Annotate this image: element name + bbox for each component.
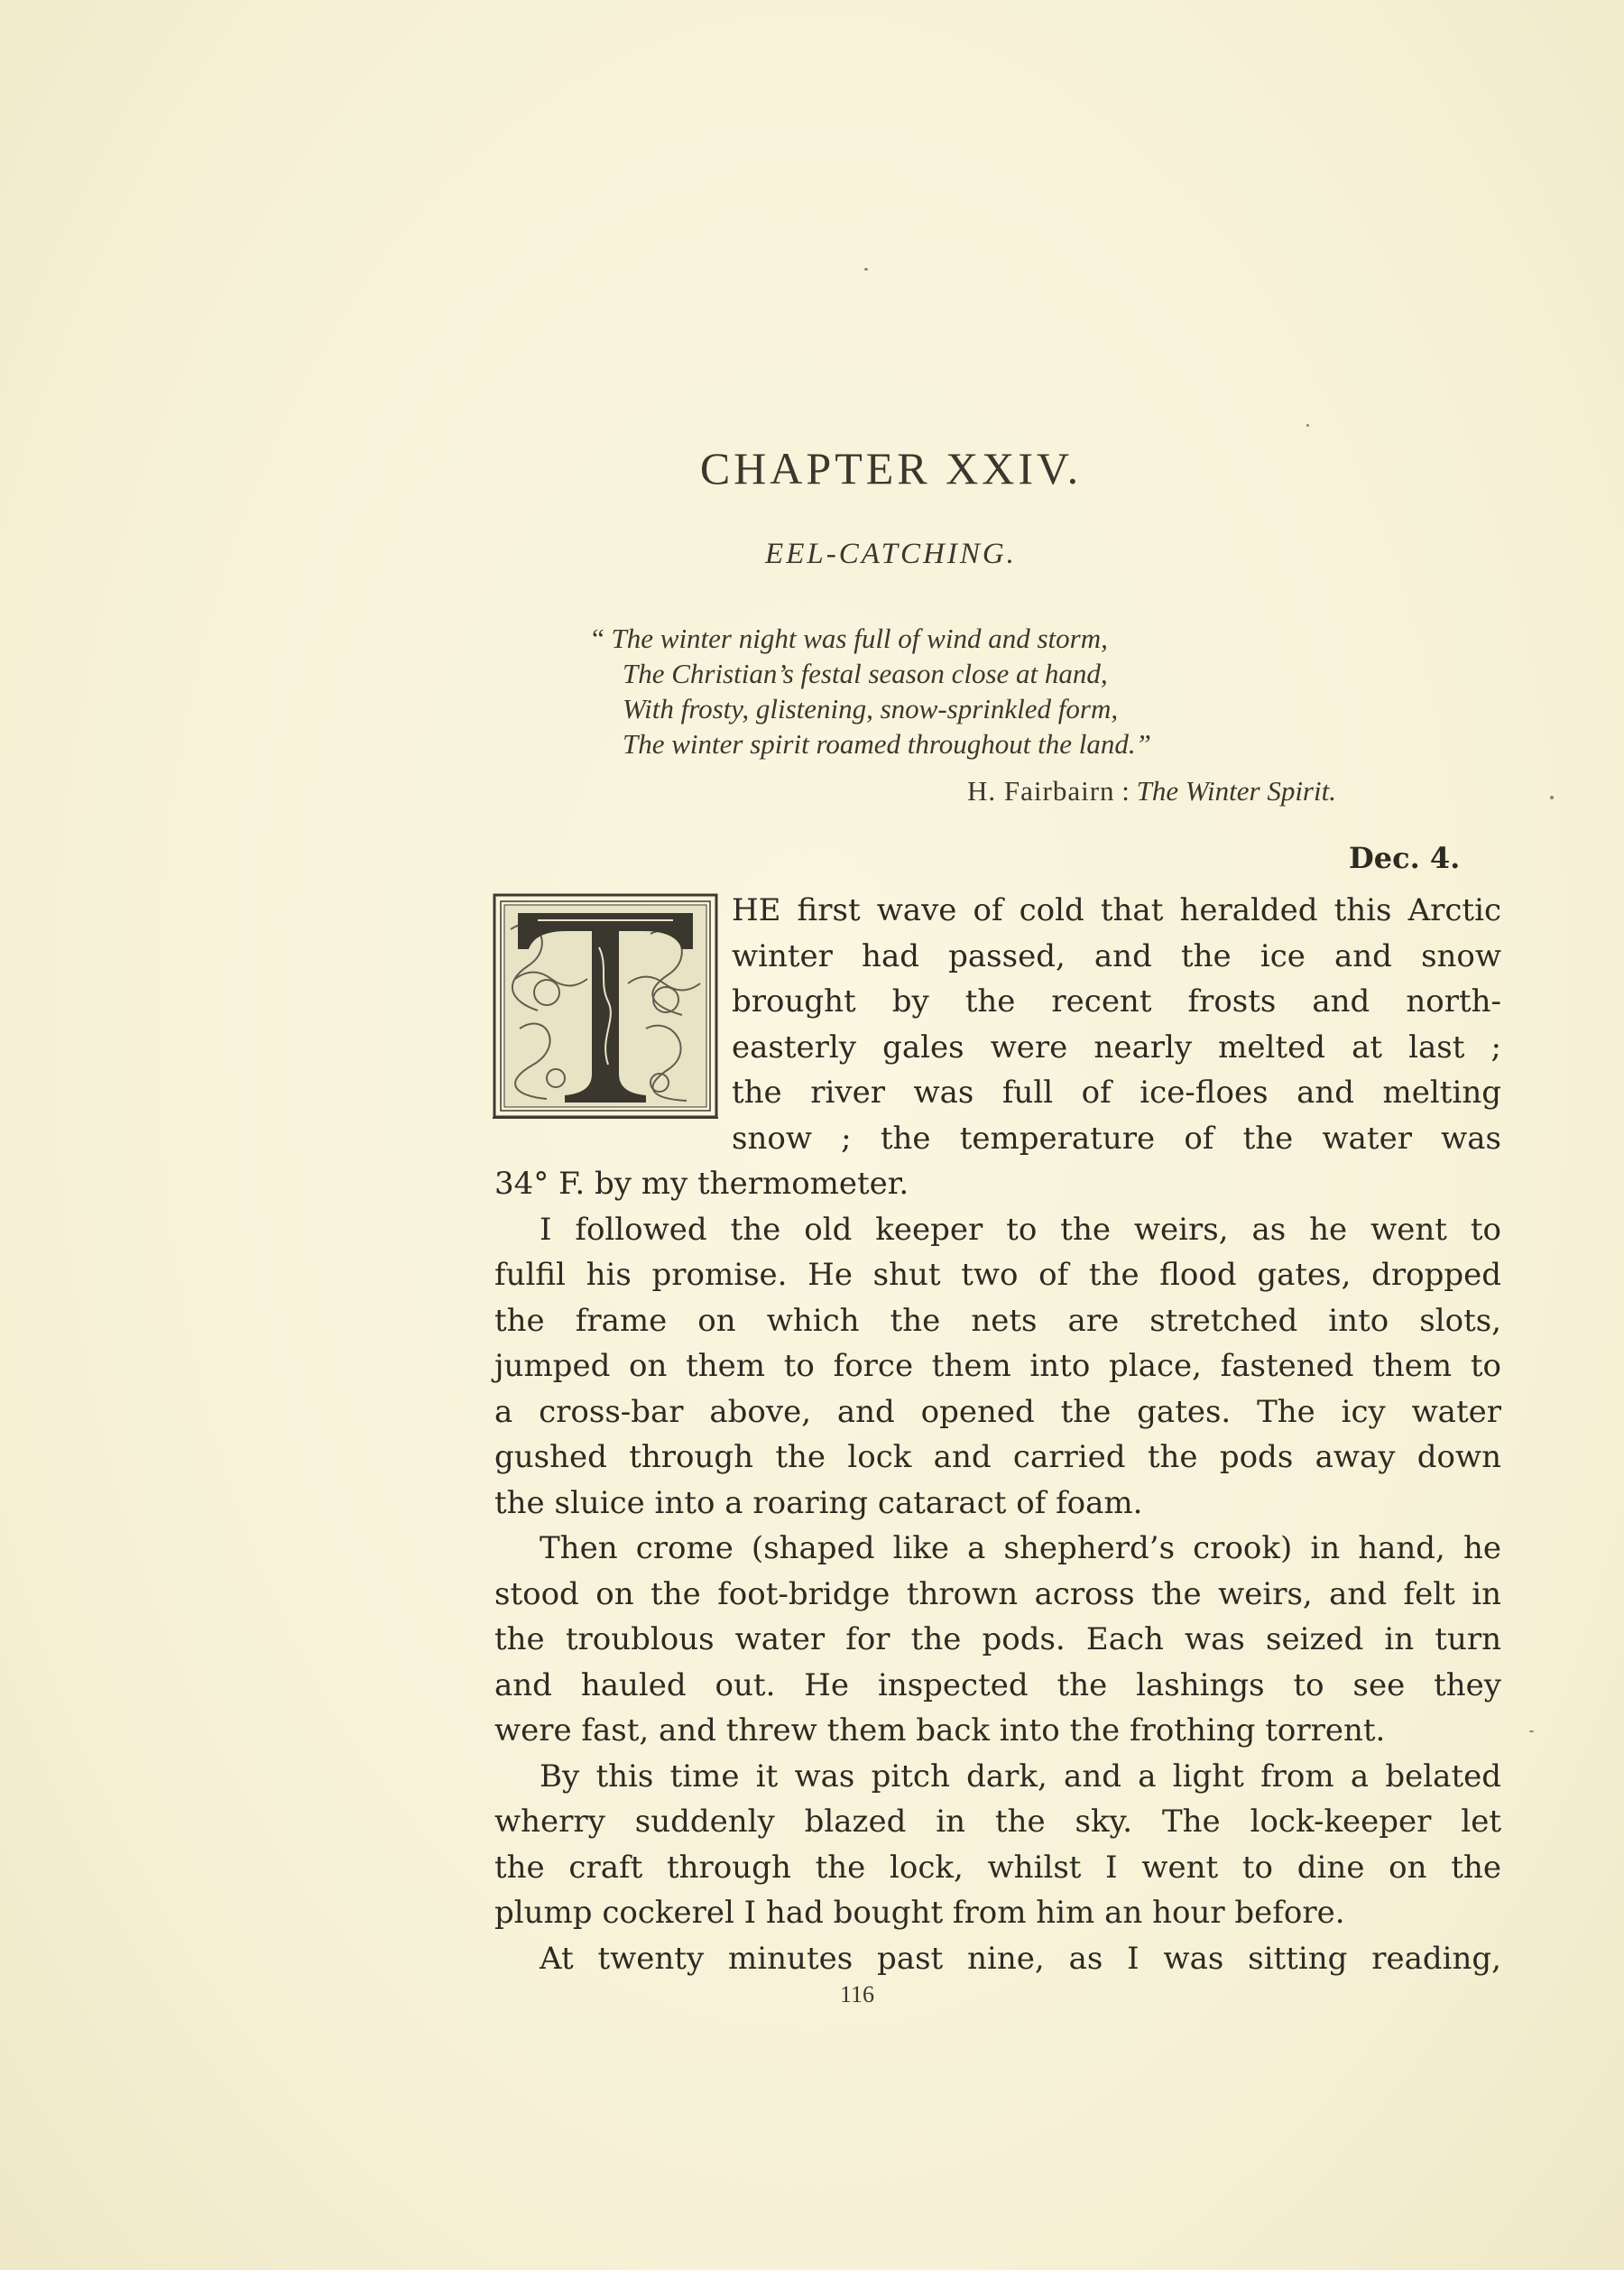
- epigraph-line: The Christian’s festal season close at hand,: [623, 658, 1108, 689]
- text-line: I followed the old keeper to the weirs, as he went to: [540, 1211, 1501, 1248]
- text-line: brought by the recent frosts and north-: [732, 983, 1501, 1020]
- text-line: 34° F. by my thermometer.: [494, 1166, 909, 1202]
- text-line: At twenty minutes past nine, as I was sitting reading,: [540, 1940, 1501, 1977]
- text-line: snow ; the temperature of the water was: [732, 1120, 1501, 1157]
- text-line: and hauled out. He inspected the lashings to see they: [494, 1666, 1501, 1703]
- attribution-work: The Winter Spirit.: [1136, 775, 1336, 807]
- epigraph-open-quote: “: [592, 623, 604, 654]
- text-line: the river was full of ice-floes and melting: [732, 1075, 1501, 1111]
- epigraph-line: The winter spirit roamed throughout the land.”: [623, 728, 1151, 760]
- text-line: HE first wave of cold that heralded this Arctic: [732, 892, 1501, 928]
- epigraph-line: [592, 621, 1507, 656]
- date-marginal: Dec. 4.: [1349, 841, 1461, 875]
- attribution-separator: :: [1114, 775, 1137, 807]
- text-line: jumped on them to force them into place, fastened them to: [494, 1348, 1501, 1384]
- text-line: easterly gales were nearly melted at last ;: [732, 1029, 1501, 1066]
- ink-speck: [1529, 1730, 1534, 1732]
- chapter-subtitle: EEL-CATCHING.: [765, 538, 1017, 570]
- text-line: a cross-bar above, and opened the gates. The icy water: [494, 1393, 1501, 1430]
- ink-speck: [1306, 424, 1309, 427]
- epigraph-line-text: The winter night was full of wind and storm,: [611, 623, 1108, 654]
- text-line: stood on the foot-bridge thrown across the weirs, and felt in: [494, 1575, 1501, 1612]
- text-line: Then crome (shaped like a shepherd’s crook) in hand, he: [540, 1530, 1501, 1566]
- body-text: [494, 888, 1501, 1981]
- chapter-title: CHAPTER XXIV.: [699, 443, 1083, 494]
- epigraph-line: With frosty, glistening, snow-sprinkled form,: [623, 693, 1119, 724]
- text-line: the troublous water for the pods. Each was seized in turn: [494, 1621, 1501, 1657]
- epigraph-attribution: [967, 775, 1336, 807]
- text-line: the craft through the lock, whilst I went to dine on the: [494, 1849, 1501, 1886]
- text-line: were fast, and threw them back into the frothing torrent.: [494, 1712, 1386, 1749]
- attribution-author: H. Fairbairn: [967, 775, 1115, 807]
- text-line: plump cockerel I had bought from him an hour before.: [494, 1895, 1345, 1931]
- text-line: the sluice into a roaring cataract of foam.: [494, 1484, 1143, 1521]
- text-line: gushed through the lock and carried the pods away down: [494, 1439, 1501, 1475]
- text-line: wherry suddenly blazed in the sky. The lock-keeper let: [494, 1804, 1501, 1840]
- text-line: By this time it was pitch dark, and a light from a belated: [540, 1758, 1501, 1795]
- ink-speck: [1550, 796, 1554, 799]
- text-line: the frame on which the nets are stretched into slots,: [494, 1302, 1501, 1339]
- epigraph: [592, 621, 1507, 761]
- text-line: fulfil his promise. He shut two of the flood gates, dropped: [494, 1257, 1501, 1293]
- text-line: winter had passed, and the ice and snow: [732, 937, 1501, 974]
- page-number: 116: [839, 1981, 875, 2007]
- ink-speck: [864, 268, 868, 271]
